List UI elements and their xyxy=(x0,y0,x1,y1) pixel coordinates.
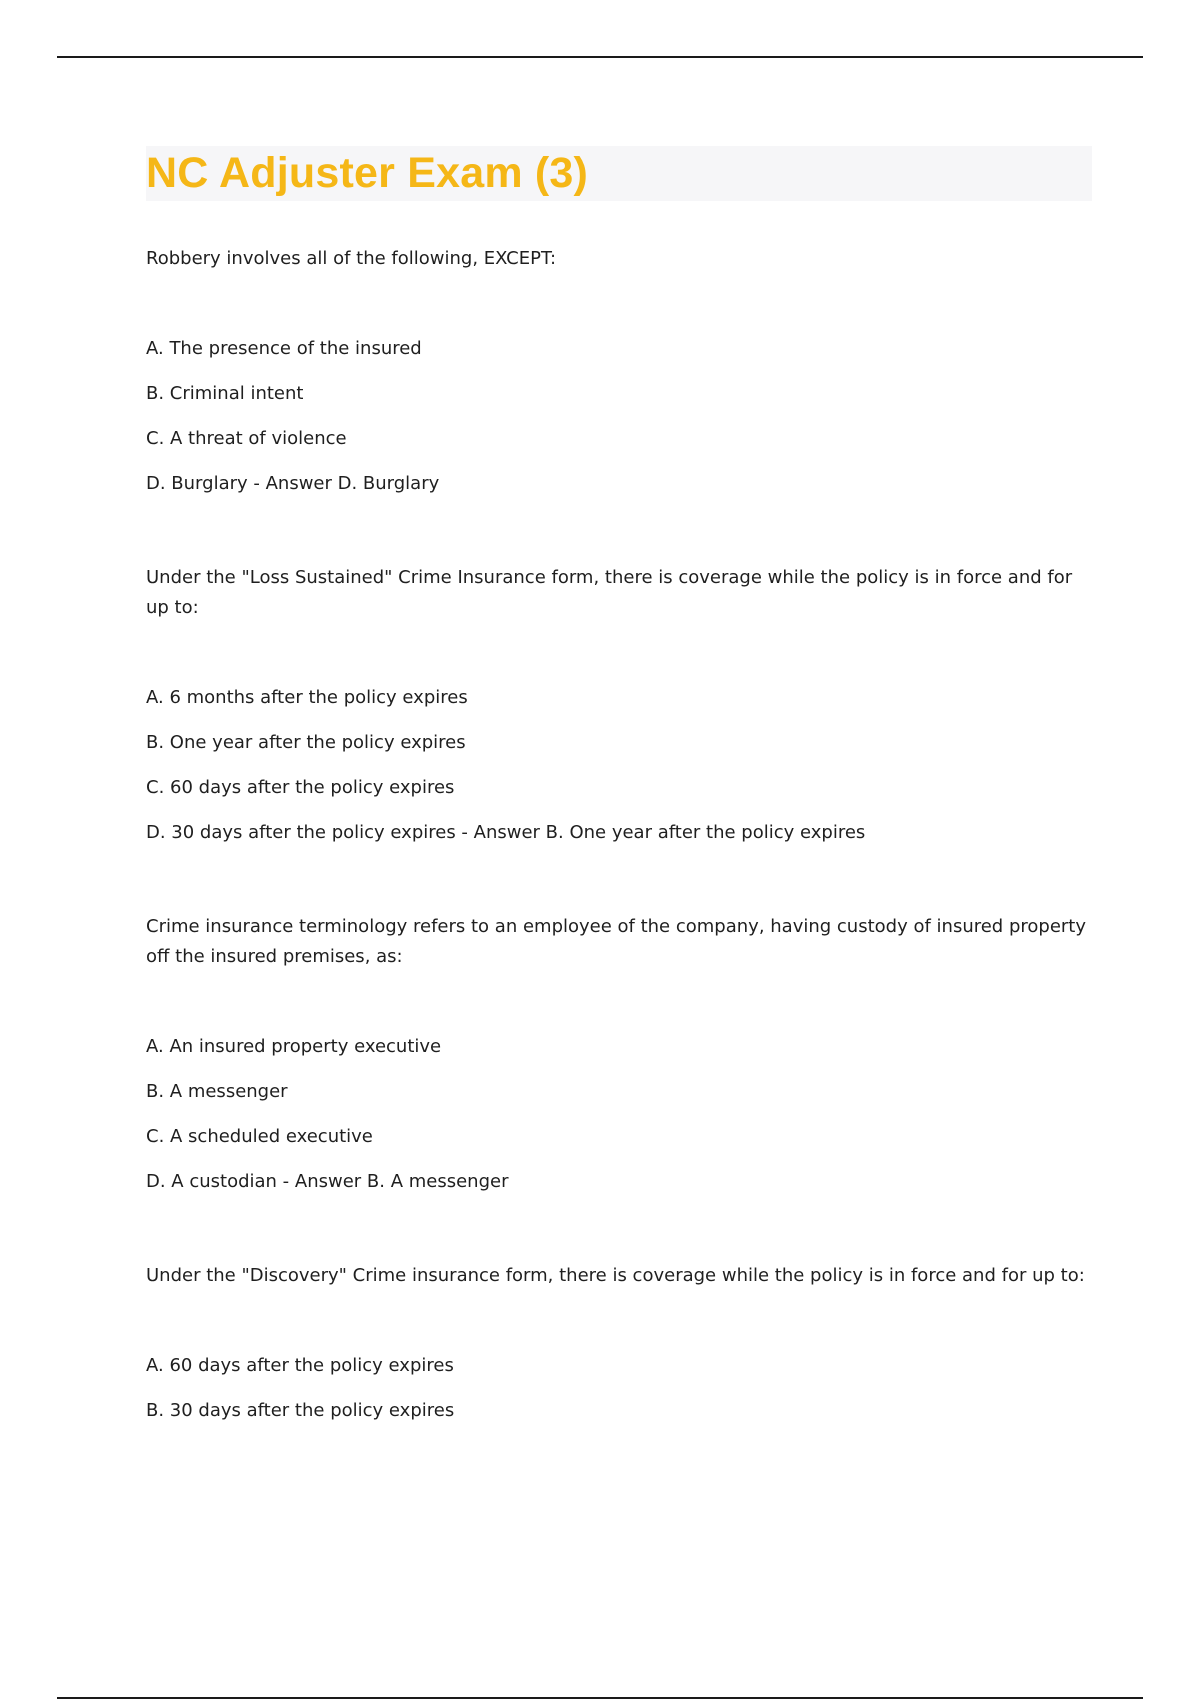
option-a: A. 60 days after the policy expires xyxy=(146,1355,454,1376)
document-title: NC Adjuster Exam (3) xyxy=(146,149,589,197)
option-d: D. 30 days after the policy expires - Answer B. One year after the policy expires xyxy=(146,822,866,843)
bottom-rule xyxy=(57,1697,1143,1699)
question-block-2 xyxy=(146,563,1092,848)
option-a: A. 6 months after the policy expires xyxy=(146,687,468,708)
answer-options xyxy=(146,1351,1092,1426)
question-block-1 xyxy=(146,244,1092,499)
document-body xyxy=(146,146,1092,1490)
answer-options xyxy=(146,334,1092,499)
option-c: C. A scheduled executive xyxy=(146,1126,373,1147)
question-block-4 xyxy=(146,1261,1092,1426)
question-text: Under the "Loss Sustained" Crime Insurance form, there is coverage while the policy is in force and for up to: xyxy=(146,567,1073,618)
answer-options xyxy=(146,683,1092,848)
option-b: B. A messenger xyxy=(146,1081,288,1102)
answer-options xyxy=(146,1032,1092,1197)
question-text: Crime insurance terminology refers to an employee of the company, having custody of insured property off the insured premises, as: xyxy=(146,916,1087,967)
option-d: D. Burglary - Answer D. Burglary xyxy=(146,473,440,494)
option-b: B. 30 days after the policy expires xyxy=(146,1400,455,1421)
option-c: C. 60 days after the policy expires xyxy=(146,777,455,798)
option-c: C. A threat of violence xyxy=(146,428,347,449)
question-text: Under the "Discovery" Crime insurance form, there is coverage while the policy is in force and for up to: xyxy=(146,1265,1085,1286)
option-a: A. The presence of the insured xyxy=(146,338,422,359)
top-rule xyxy=(57,56,1143,58)
option-a: A. An insured property executive xyxy=(146,1036,442,1057)
option-b: B. Criminal intent xyxy=(146,383,304,404)
question-text: Robbery involves all of the following, EXCEPT: xyxy=(146,248,557,269)
option-d: D. A custodian - Answer B. A messenger xyxy=(146,1171,509,1192)
title-band xyxy=(146,146,1092,201)
option-b: B. One year after the policy expires xyxy=(146,732,466,753)
question-block-3 xyxy=(146,912,1092,1197)
